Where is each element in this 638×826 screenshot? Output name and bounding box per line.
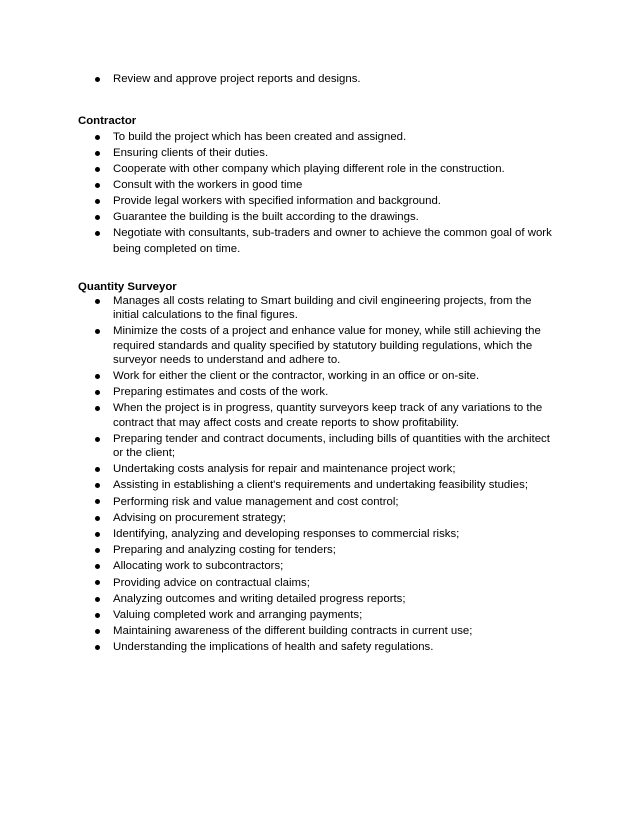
list-item: Allocating work to subcontractors; (0, 559, 638, 573)
list-item: Work for either the client or the contractor, working in an office or on-site. (0, 369, 638, 383)
list-item: To build the project which has been created and assigned. (0, 129, 638, 145)
list-item: Maintaining awareness of the different building contracts in current use; (0, 624, 638, 638)
list-item: Manages all costs relating to Smart building and civil engineering projects, from the initial calculations to the final figures. (0, 294, 638, 322)
contractor-section (0, 129, 638, 257)
list-item: Guarantee the building is the built according to the drawings. (0, 209, 638, 225)
list-item: Preparing estimates and costs of the work. (0, 385, 638, 399)
quantity-surveyor-heading: Quantity Surveyor (78, 281, 177, 293)
intro-section (0, 71, 638, 87)
list-item: Assisting in establishing a client's requirements and undertaking feasibility studies; (0, 478, 638, 492)
quantity-surveyor-list (0, 294, 638, 655)
list-item: Review and approve project reports and designs. (0, 71, 638, 87)
list-item: Undertaking costs analysis for repair and maintenance project work; (0, 462, 638, 476)
list-item: Analyzing outcomes and writing detailed progress reports; (0, 592, 638, 606)
list-item: Understanding the implications of health and safety regulations. (0, 640, 638, 654)
intro-list (0, 71, 638, 87)
list-item: Valuing completed work and arranging payments; (0, 608, 638, 622)
contractor-list (0, 129, 638, 257)
list-item: Consult with the workers in good time (0, 177, 638, 193)
list-item: Providing advice on contractual claims; (0, 576, 638, 590)
list-item: Performing risk and value management and cost control; (0, 495, 638, 509)
list-item: Identifying, analyzing and developing responses to commercial risks; (0, 527, 638, 541)
list-item: When the project is in progress, quantity surveyors keep track of any variations to the contract that may affect costs and create reports to show profitability. (0, 401, 638, 429)
list-item: Negotiate with consultants, sub-traders and owner to achieve the common goal of work being completed on time. (0, 225, 638, 257)
list-item: Provide legal workers with specified information and background. (0, 193, 638, 209)
list-item: Preparing tender and contract documents, including bills of quantities with the architect or the client; (0, 432, 638, 460)
quantity-surveyor-section (0, 294, 638, 657)
list-item: Preparing and analyzing costing for tenders; (0, 543, 638, 557)
contractor-heading: Contractor (78, 115, 137, 127)
list-item: Minimize the costs of a project and enhance value for money, while still achieving the required standards and quality specified by statutory building regulations, which the surveyor needs to understand and adhere to. (0, 324, 638, 367)
list-item: Ensuring clients of their duties. (0, 145, 638, 161)
list-item: Cooperate with other company which playing different role in the construction. (0, 161, 638, 177)
list-item: Advising on procurement strategy; (0, 511, 638, 525)
